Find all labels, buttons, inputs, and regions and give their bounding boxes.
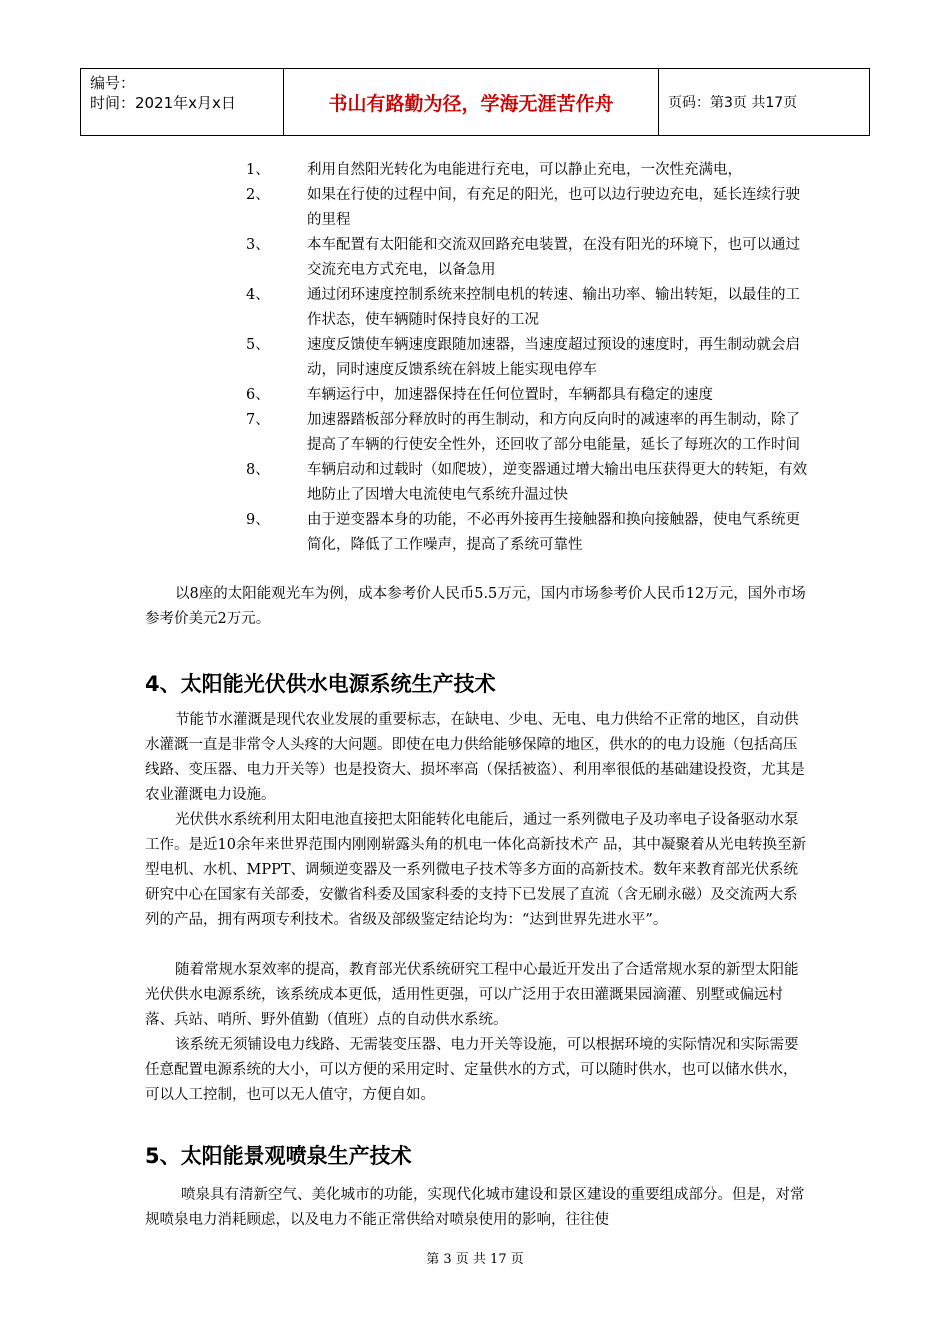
- list-item: [0, 458, 950, 508]
- list-item-text: 由于逆变器本身的功能，不必再外接再生接触器和换向接触器，使电气系统更简化，降低了工作噪声，提高了系统可靠性: [307, 512, 800, 553]
- list-item-number: 5、: [246, 337, 270, 353]
- list-item-text: 车辆运行中，加速器保持在任何位置时，车辆都具有稳定的速度: [307, 387, 713, 403]
- section4-paragraph-3: 随着常规水泵效率的提高，教育部光伏系统研究工程中心最近开发出了合适常规水泵的新型太阳能光伏供水电源系统，该系统成本更低，适用性更强，可以广泛用于农田灌溉果园滴灌、别墅或偏远村落、兵站、哨所、野外值勤（值班）点的自动供水系统。: [145, 962, 799, 1028]
- list-item-number: 3、: [246, 237, 270, 253]
- header-page-info: 页码：第3页 共17页: [668, 95, 798, 111]
- list-item-text: 如果在行使的过程中间，有充足的阳光，也可以边行驶边充电，延长连续行驶的里程: [307, 187, 800, 228]
- page-footer: 第 3 页 共 17 页: [426, 1252, 524, 1267]
- section4-paragraph-2: 光伏供水系统利用太阳电池直接把太阳能转化电能后，通过一系列微电子及功率电子设备驱动水泵工作。是近10余年来世界范围内刚刚崭露头角的机电一体化高新技术产 品，其中凝聚着从光电转换至新型电机、水机、MPPT、调频逆变器及一系列微电子技术等多方面的高新技术。数年来教育部光伏系统研究中心在国家有关部委，安徽省科委及国家科委的支持下已发展了直流（含无刷永磁）及交流两大系列的产品，拥有两项专利技术。省级及部级鉴定结论均为：“达到世界先进水平”。: [145, 812, 807, 928]
- section4-paragraph-1: 节能节水灌溉是现代农业发展的重要标志，在缺电、少电、无电、电力供给不正常的地区，自动供水灌溉一直是非常令人头疼的大问题。即使在电力供给能够保障的地区，供水的的电力设施（包括高压线路、变压器、电力开关等）也是投资大、损坏率高（保括被盗）、利用率很低的基础建设投资，尤其是农业灌溉电力设施。: [145, 712, 805, 803]
- section4-heading: 4、太阳能光伏供水电源系统生产技术: [145, 672, 496, 696]
- list-item: [0, 283, 950, 333]
- price-paragraph: 以8座的太阳能观光车为例，成本参考价人民币5.5万元，国内市场参考价人民币12万元，国外市场参考价美元2万元。: [145, 586, 806, 627]
- list-item: [0, 383, 950, 408]
- list-item: [0, 508, 950, 558]
- header-meta: [81, 69, 284, 135]
- code-label: 编号：: [90, 74, 136, 92]
- feature-list: [0, 158, 950, 558]
- section4-paragraph-4: 该系统无须铺设电力线路、无需装变压器、电力开关等设施，可以根据环境的实际情况和实际需要任意配置电源系统的大小，可以方便的采用定时、定量供水的方式，可以随时供水，也可以储水供水，可以人工控制，也可以无人值守，方便自如。: [145, 1037, 799, 1103]
- list-item-number: 1、: [246, 162, 270, 178]
- time-label: 时间：2021年x月x日: [90, 94, 236, 112]
- section5-paragraph: 喷泉具有清新空气、美化城市的功能，实现代化城市建设和景区建设的重要组成部分。但是，对常规喷泉电力消耗顾虑，以及电力不能正常供给对喷泉使用的影响，往往使: [145, 1187, 805, 1228]
- list-item-number: 4、: [246, 287, 270, 303]
- list-item-text: 速度反馈使车辆速度跟随加速器，当速度超过预设的速度时，再生制动就会启动，同时速度反馈系统在斜坡上能实现电停车: [307, 337, 800, 378]
- list-item-number: 7、: [246, 412, 270, 428]
- list-item: [0, 408, 950, 458]
- list-item-number: 8、: [246, 462, 270, 478]
- list-item: [0, 233, 950, 283]
- list-item-number: 6、: [246, 387, 270, 403]
- list-item-text: 本车配置有太阳能和交流双回路充电装置，在没有阳光的环境下，也可以通过交流充电方式充电，以备急用: [307, 237, 800, 278]
- section5-heading: 5、太阳能景观喷泉生产技术: [145, 1144, 412, 1168]
- list-item: [0, 183, 950, 233]
- list-item: [0, 333, 950, 383]
- header-motto: 书山有路勤为径，学海无涯苦作舟: [284, 69, 659, 135]
- list-item-text: 通过闭环速度控制系统来控制电机的转速、输出功率、输出转矩，以最佳的工作状态，使车辆随时保持良好的工况: [307, 287, 800, 328]
- header-table: [80, 68, 870, 136]
- list-item-number: 9、: [246, 512, 270, 528]
- list-item-text: 利用自然阳光转化为电能进行充电，可以静止充电，一次性充满电，: [307, 162, 742, 178]
- list-item: [0, 158, 950, 183]
- list-item-number: 2、: [246, 187, 270, 203]
- list-item-text: 加速器踏板部分释放时的再生制动，和方向反向时的减速率的再生制动，除了提高了车辆的行使安全性外，还回收了部分电能量，延长了每班次的工作时间: [307, 412, 800, 453]
- list-item-text: 车辆启动和过载时（如爬坡），逆变器通过增大输出电压获得更大的转矩，有效地防止了因增大电流使电气系统升温过快: [307, 462, 808, 503]
